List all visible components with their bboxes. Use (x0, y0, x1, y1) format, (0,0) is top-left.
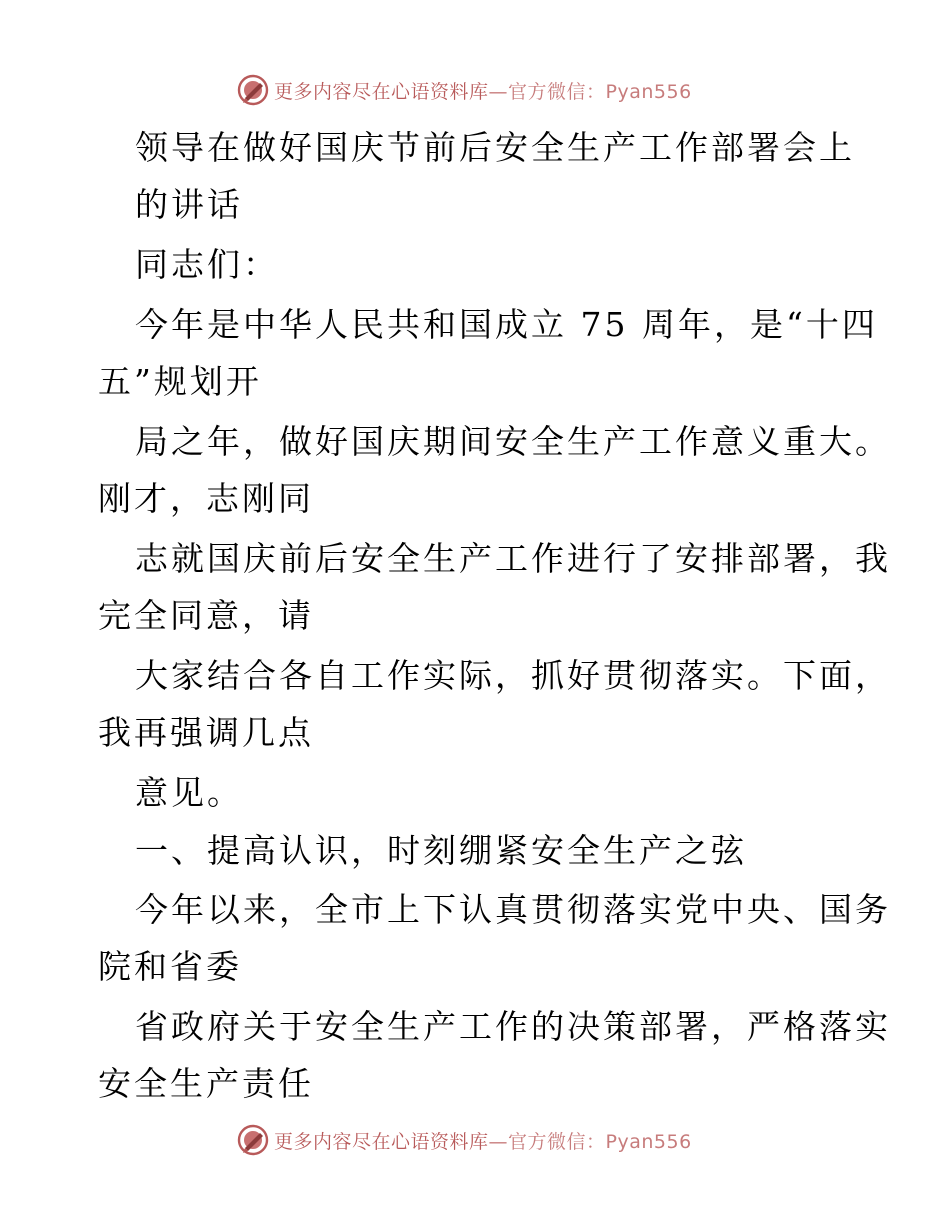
doc-salutation: 同志们： (135, 245, 279, 284)
pen-logo-icon (236, 73, 270, 107)
doc-title-line-2: 的讲话 (135, 185, 243, 224)
watermark-text: 更多内容尽在心语资料库—官方微信：Pyan556 (274, 80, 692, 103)
doc-line: 我再强调几点 (98, 713, 314, 752)
footer-watermark (236, 1122, 692, 1158)
header-watermark (236, 72, 692, 108)
doc-line: 院和省委 (98, 947, 242, 986)
doc-line: 刚才，志刚同 (98, 479, 314, 518)
doc-line: 今年以来，全市上下认真贯彻落实党中央、国务 (135, 890, 891, 929)
doc-line: 今年是中华人民共和国成立 75 周年，是“十四 (135, 305, 878, 344)
doc-section-heading: 一、提高认识，时刻绷紧安全生产之弦 (135, 831, 747, 870)
doc-title-line-1: 领导在做好国庆节前后安全生产工作部署会上 (135, 128, 855, 167)
doc-line: 大家结合各自工作实际，抓好贯彻落实。下面， (135, 656, 891, 695)
doc-line: 意见。 (135, 773, 243, 812)
pen-logo-icon (236, 1123, 270, 1157)
doc-line: 志就国庆前后安全生产工作进行了安排部署，我 (135, 539, 891, 578)
doc-line: 五”规划开 (98, 362, 262, 401)
doc-line: 局之年，做好国庆期间安全生产工作意义重大。 (135, 422, 891, 461)
doc-line: 省政府关于安全生产工作的决策部署，严格落实 (135, 1007, 891, 1046)
watermark-text: 更多内容尽在心语资料库—官方微信：Pyan556 (274, 1130, 692, 1153)
doc-line: 安全生产责任 (98, 1064, 314, 1103)
doc-line: 完全同意，请 (98, 596, 314, 635)
